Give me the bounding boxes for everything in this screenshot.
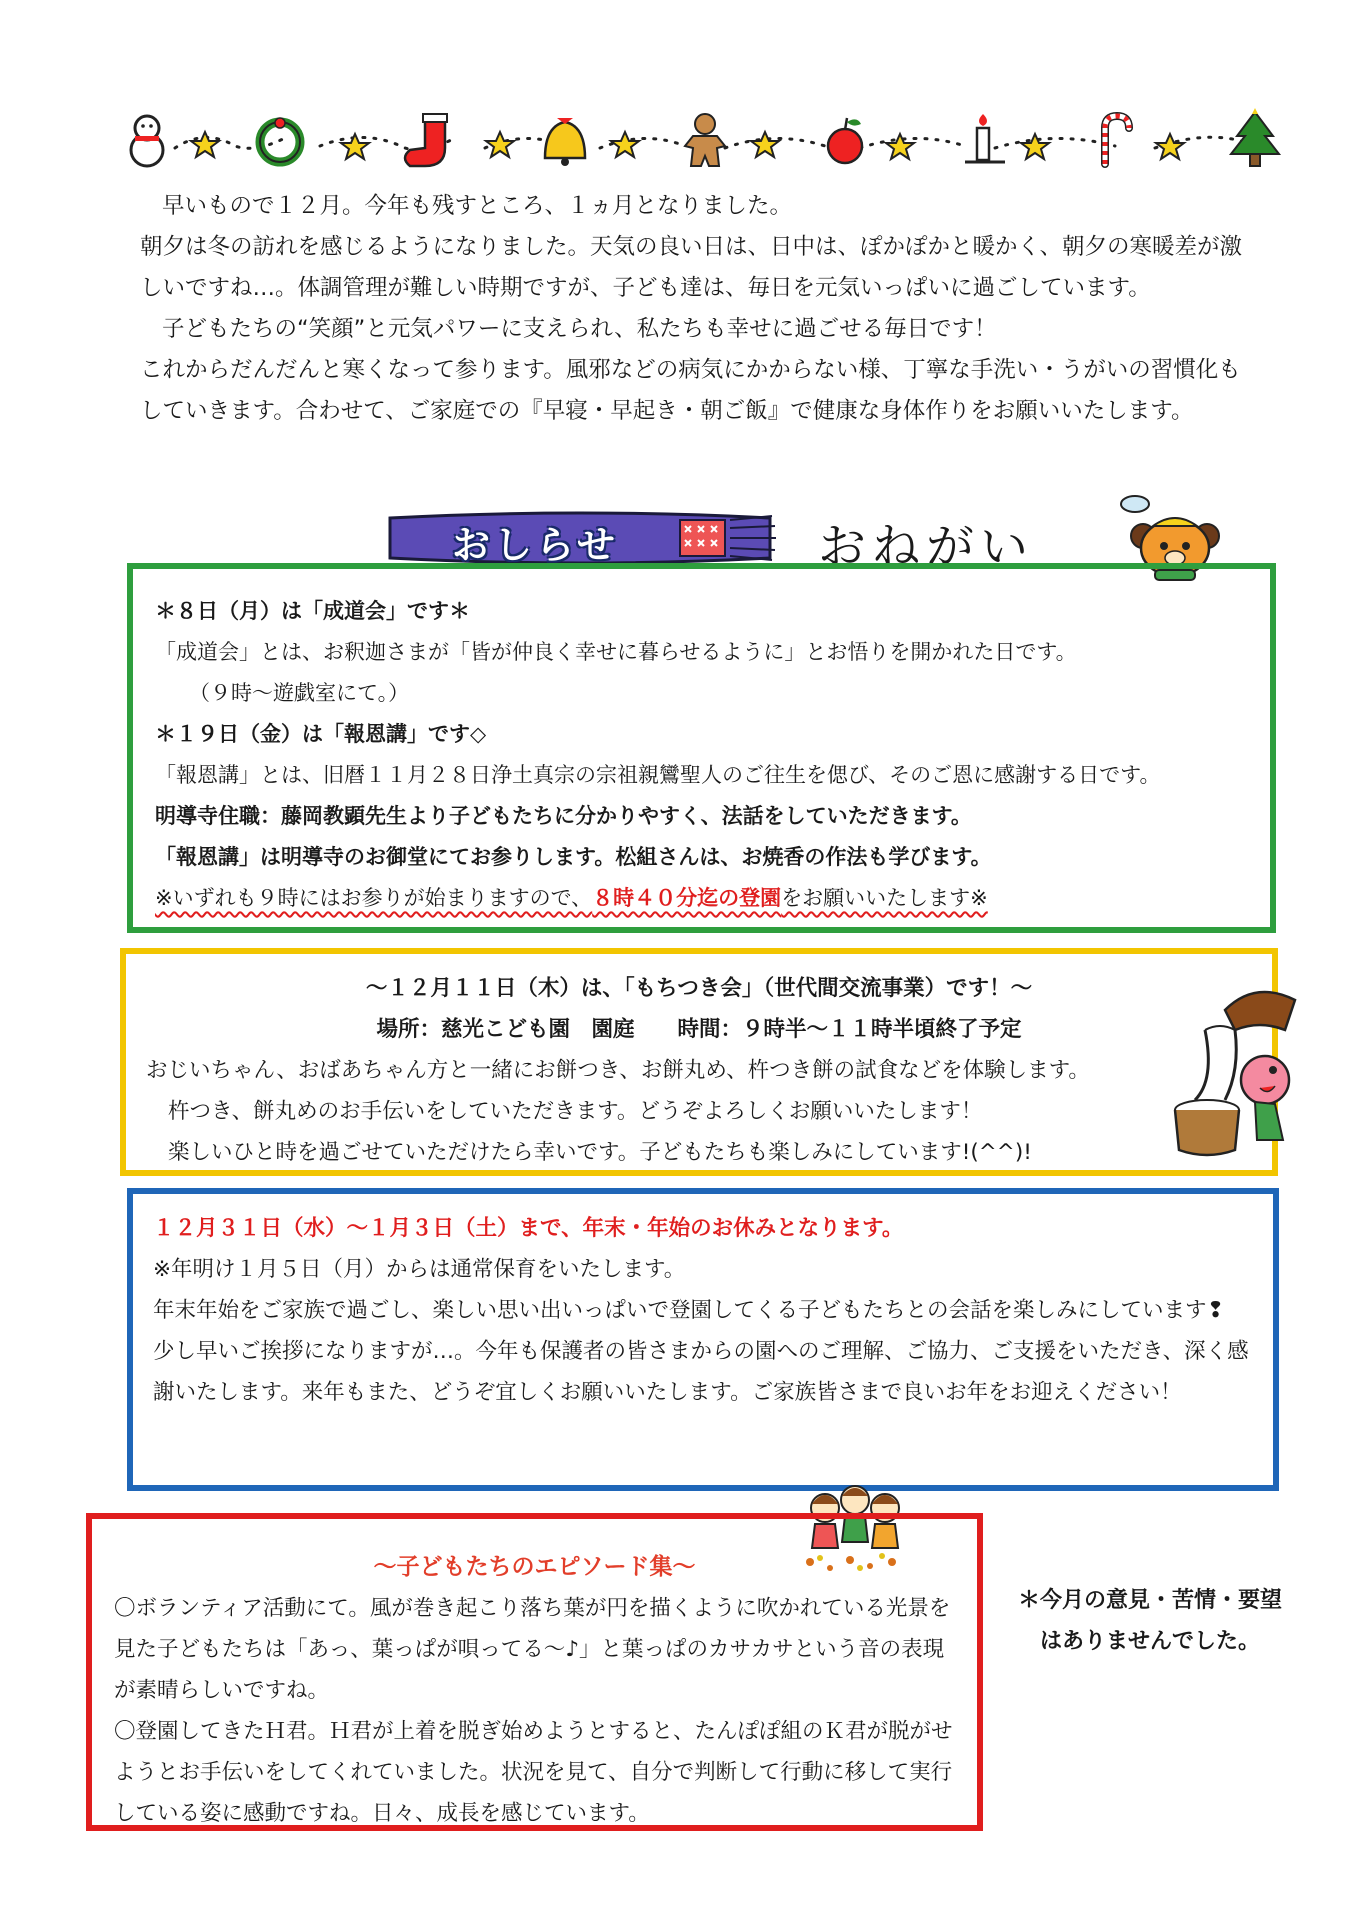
- candle-icon: [965, 114, 1005, 162]
- stocking-icon: [405, 114, 447, 166]
- onegai-label: おねがい: [818, 519, 1035, 575]
- feedback-note: [1010, 1580, 1290, 1662]
- notice-box-mochitsuki: [120, 948, 1278, 1176]
- notice-text: ※年明け１月５日（月）からは通常保育をいたします。: [153, 1257, 686, 1282]
- notice-box-holidays: [127, 1188, 1279, 1491]
- notice-heading: ＊１９日（金）は「報恩講」です◇: [155, 722, 487, 746]
- apple-icon: [828, 118, 862, 163]
- oshirase-label: おしらせ: [452, 523, 619, 567]
- notice-text: 年末年始をご家族で過ごし、楽しい思い出いっぱいで登園してくる子どもたちとの会話を楽しみにしています❢: [153, 1298, 1225, 1323]
- mochitsuki-title: ～１２月１１日（木）は、「もちつき会」（世代間交流事業）です！～: [365, 976, 1033, 1001]
- intro-paragraph: 朝夕は冬の訪れを感じるようになりました。天気の良い日は、日中は、ぽかぽかと暖かく、朝夕の寒暖差が激しいですね…。体調管理が難しい時期ですが、子ども達は、毎日を元気いっぱいに過ごしています。: [140, 234, 1243, 301]
- episode-text: 〇ボランティア活動にて。風が巻き起こり落ち葉が円を描くように吹かれている光景を見た子どもたちは「あっ、葉っぱが唄ってる～♪」と葉っぱのカサカサという音の表現が素晴らしいですね。: [114, 1596, 951, 1703]
- intro-paragraph: 早いもので１２月。今年も残すところ、１ヵ月となりました。: [162, 193, 793, 219]
- candy-cane-icon: [1105, 116, 1129, 164]
- arrival-time-text: ８時４０分迄の登園: [592, 886, 782, 910]
- gingerbread-icon: [685, 114, 725, 166]
- notice-box-ceremonies: [127, 563, 1276, 933]
- intro-section: [140, 186, 1250, 432]
- intro-paragraph: これからだんだんと寒くなって参ります。風邪などの病気にかからない様、丁寧な手洗い・うがいの習慣化もしていきます。合わせて、ご家庭での『早寝・早起き・朝ご飯』で健康な身体作りをお願いいたします。: [140, 357, 1241, 424]
- star-icon: [611, 132, 639, 157]
- notice-heading: ＊８日（月）は「成道会」です＊: [155, 599, 470, 623]
- reminder-text: をお願いいたします※: [781, 886, 988, 910]
- episode-text: 〇登園してきたＨ君。Ｈ君が上着を脱ぎ始めようとすると、たんぽぽ組のＫ君が脱がせようとお手伝いをしてくれていました。状況を見て、自分で判断して行動に移して実行している姿に感動ですね。日々、成長を感じています。: [114, 1719, 953, 1826]
- notice-text: 「成道会」とは、お釈迦さまが「皆が仲良く幸せに暮らせるように」とお悟りを開かれた日です。: [155, 640, 1077, 664]
- star-icon: [886, 134, 914, 159]
- notice-text: おじいちゃん、おばあちゃん方と一緒にお餅つき、お餅丸め、杵つき餅の試食などを体験します。: [146, 1058, 1090, 1083]
- intro-paragraph: 子どもたちの“笑顔”と元気パワーに支えられ、私たちも幸せに過ごせる毎日です！: [162, 316, 997, 342]
- holiday-title: １２月３１日（水）～１月３日（土）まで、年末・年始のお休みとなります。: [153, 1216, 904, 1241]
- feedback-note-line: ＊今月の意見・苦情・要望: [1017, 1588, 1282, 1613]
- episodes-box: [86, 1513, 983, 1831]
- notice-text: 少し早いご挨拶になりますが…。今年も保護者の皆さまからの園へのご理解、ご協力、ご支援をいただき、深く感謝いたします。来年もまた、どうぞ宜しくお願いいたします。ご家族皆さまで良いお年をお迎えください！: [153, 1339, 1249, 1405]
- star-icon: [486, 132, 514, 157]
- reminder-text: ※いずれも９時にはお参りが始まりますので、: [155, 886, 593, 910]
- episodes-title: ～子どもたちのエピソード集～: [373, 1554, 696, 1580]
- star-icon: [1156, 134, 1184, 159]
- star-icon: [751, 132, 779, 157]
- christmas-tree-icon: [1231, 108, 1279, 166]
- christmas-garland: [125, 108, 1285, 174]
- notice-text: （９時～遊戯室にて。）: [189, 681, 410, 705]
- mochitsuki-place-time: 場所：慈光こども園 園庭 時間：９時半～１１時半頃終了予定: [376, 1017, 1022, 1042]
- mochitsuki-illustration-icon: [1165, 970, 1315, 1160]
- notice-text: 楽しいひと時を過ごせていただけたら幸いです。子どもたちも楽しみにしています!(^^)!: [168, 1140, 1032, 1165]
- star-icon: [191, 132, 219, 157]
- bell-icon: [545, 118, 585, 166]
- feedback-note-line: はありませんでした。: [1039, 1629, 1260, 1654]
- notice-text: 杵つき、餅丸めのお手伝いをしていただきます。どうぞよろしくお願いいたします！: [168, 1099, 983, 1124]
- notice-text: 「報恩講」は明導寺のお御堂にてお参りします。松組さんは、お焼香の作法も学びます。: [155, 845, 992, 869]
- notice-reminder: [155, 878, 1248, 919]
- notice-text: 「報恩講」とは、旧暦１１月２８日浄土真宗の宗祖親鸞聖人のご往生を偲び、そのご恩に感謝する日です。: [155, 763, 1161, 787]
- star-icon: [1021, 134, 1049, 159]
- notice-text: 明導寺住職：藤岡教顕先生より子どもたちに分かりやすく、法話をしていただきます。: [155, 804, 972, 828]
- snowman-icon: [131, 116, 163, 166]
